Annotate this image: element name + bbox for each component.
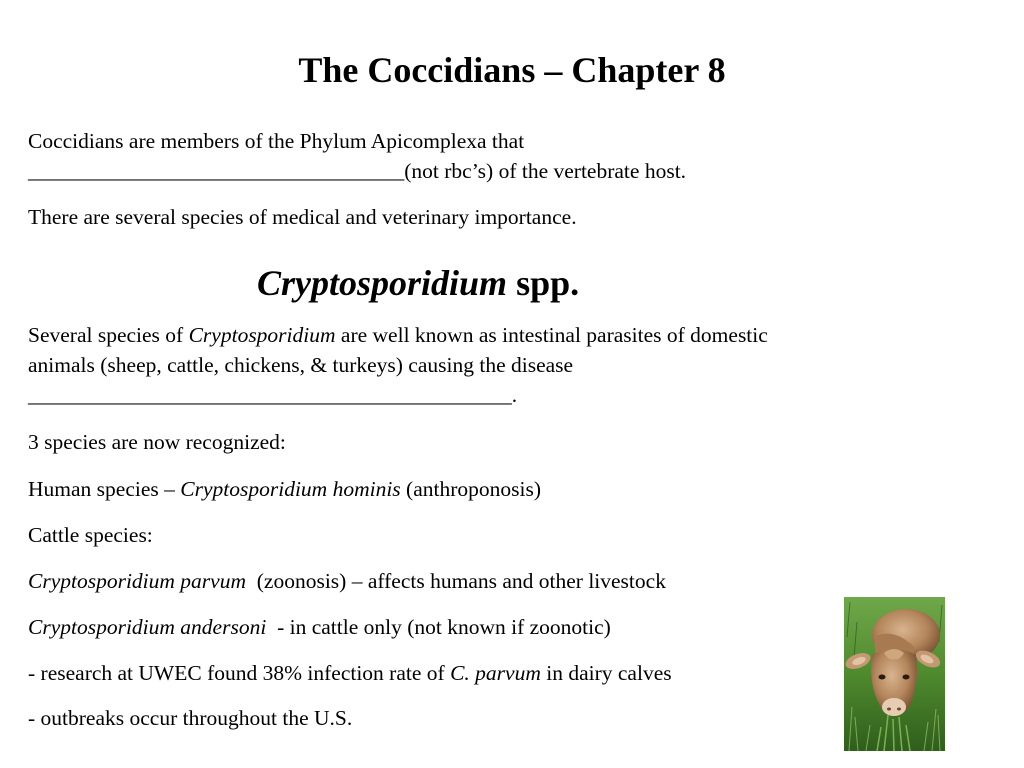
intro-line-1: Coccidians are members of the Phylum Apicomplexa that [28, 129, 525, 153]
paragraph-1-period: . [511, 383, 518, 407]
cattle-species-heading: Cattle species: [28, 523, 153, 547]
research-species-name: C. parvum [450, 661, 541, 685]
section-title-genus: Cryptosporidium [257, 263, 508, 303]
parvum-note: (zoonosis) – affects humans and other livestock [246, 569, 666, 593]
species-intro: 3 species are now recognized: [28, 430, 286, 454]
intro-line-2-text: (not rbc’s) of the vertebrate host. [404, 159, 687, 183]
paragraph-1-line-1 [28, 320, 768, 350]
fill-in-blank-1: ___________________________________ [28, 159, 405, 183]
parvum-line [28, 566, 666, 596]
research-text-b: in dairy calves [540, 661, 672, 685]
intro-line-2 [28, 156, 686, 186]
andersoni-species-name: Cryptosporidium andersoni [28, 615, 267, 639]
fill-in-blank-2: _____________________________________________ [28, 383, 512, 407]
outbreaks-line: - outbreaks occur throughout the U.S. [28, 706, 353, 730]
paragraph-1-text-a: Several species of [28, 323, 189, 347]
andersoni-line [28, 612, 611, 642]
slide-title: The Coccidians – Chapter 8 [298, 50, 726, 90]
human-species-line [28, 474, 541, 504]
human-species-label: Human species – [28, 477, 181, 501]
research-text-a: - research at UWEC found 38% infection rate of [28, 661, 451, 685]
parvum-species-name: Cryptosporidium parvum [28, 569, 246, 593]
section-title-suffix: spp. [507, 263, 580, 303]
research-line [28, 658, 672, 688]
section-title [257, 261, 579, 305]
paragraph-1-genus: Cryptosporidium [188, 323, 336, 347]
andersoni-note: - in cattle only (not known if zoonotic) [266, 615, 611, 639]
human-species-note: (anthroponosis) [400, 477, 541, 501]
paragraph-1-line-2: animals (sheep, cattle, chickens, & turkeys) causing the disease [28, 353, 574, 377]
calf-photo [844, 597, 945, 751]
paragraph-1-line-3 [28, 380, 517, 410]
paragraph-1-text-b: are well known as intestinal parasites of domestic [335, 323, 768, 347]
human-species-name: Cryptosporidium hominis [180, 477, 401, 501]
intro-line-3: There are several species of medical and veterinary importance. [28, 205, 577, 229]
